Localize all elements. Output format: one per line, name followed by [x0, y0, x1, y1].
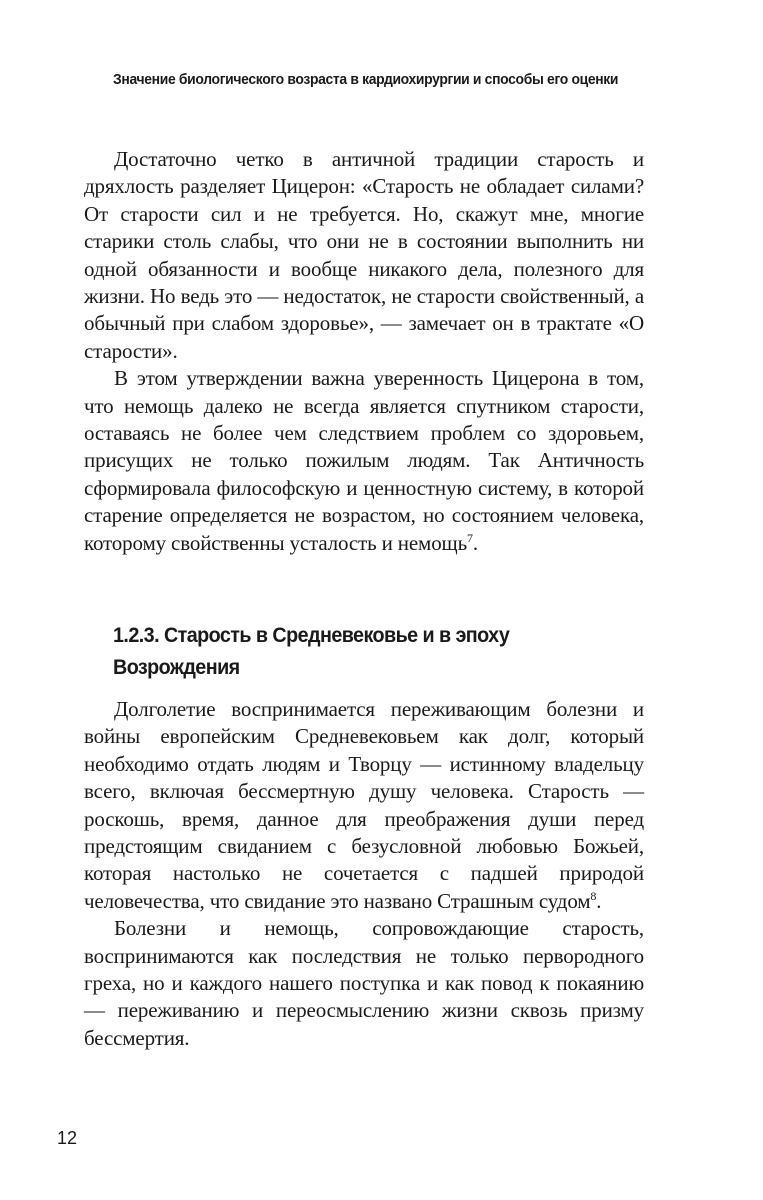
running-head: Значение биологического возраста в кардиохирургии и способы его оценки: [113, 72, 619, 88]
paragraph: [84, 696, 644, 915]
body-text-section-1: [84, 146, 644, 557]
page-number: 12: [57, 1128, 78, 1148]
body-text-section-2: [84, 696, 644, 1052]
section-heading: [113, 620, 621, 684]
section-number: 1.2.3.: [113, 624, 160, 647]
footnote-ref[interactable]: 7: [467, 530, 473, 545]
paragraph-end: .: [472, 530, 478, 555]
paragraph: Достаточно четко в античной традиции старость и дряхлость разделяет Цицерон: «Старость не обладает силами? От старости сил и не требуется. Но, скажут мне, многие старики столь слабы, что они не в состоянии выполнить ни одной обязанности и вообще никакого дела, полезного для жизни. Но ведь это — недостаток, не старости свойственный, а обычный при слабом здоровье», — замечает он в трактате «О старости».: [84, 147, 644, 363]
paragraph-text: В этом утверждении важна уверенность Цицерона в том, что немощь далеко не всегда является спутником старости, оставаясь не более чем следствием проблем со здоровьем, присущих не только пожилым людям. Так Античность сформировала философскую и ценностную систему, в которой старение определяется не возрастом, но состоянием человека, которому свойственны усталость и немощь: [84, 366, 644, 555]
paragraph: Болезни и немощь, сопровождающие старость, воспринимаются как последствия не только первородного греха, но и каждого нашего поступка и как повод к покаянию — переживанию и переосмыслению жизни сквозь призму бессмертия.: [84, 916, 644, 1050]
paragraph: [84, 365, 644, 557]
footnote-ref[interactable]: 8: [590, 888, 597, 903]
section-title: Старость в Средневековье и в эпоху Возрождения: [113, 624, 510, 679]
paragraph-text: Долголетие воспринимается переживающим болезни и войны европейским Средневековьем как долг, который необходимо отдать людям и Творцу — истинному владельцу всего, включая бессмертную душу человека. Старость — роскошь, время, данное для преображения души перед предстоящим свиданием с безусловной любовью Божьей, которая настолько не сочетается с падшей природой человечества, что свидание это названо Страшным судом: [84, 697, 644, 913]
paragraph-end: .: [596, 888, 602, 913]
